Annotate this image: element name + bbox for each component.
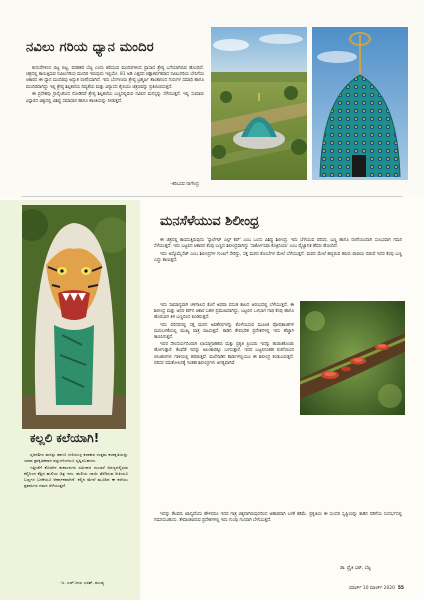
- article-title-tiger: ಕಲ್ಲಲಿ ಕಲೆಯಾಗಿ!: [30, 431, 100, 445]
- paragraph: ಈ ಚಿತ್ರದಲ್ಲಿ ಕಾಣಿಸುತ್ತಿರುವುದು 'ಸ್ಕಾರ್ಲೆಟ್ ಎಲ್ಫ್ ಕಪ್' ಎಂಬ ಒಂದು ವಿಶಿಷ್ಟ ಶಿಲೀಂಧ್ರ. ಇದು ಬೆಳೆಯುವ ಪರಿಸರ, ಬಣ್ಣ ಹಾಗೂ ರಚನೆಯಿಂದಾಗಿ ಸುಲಭವಾಗಿ ಗಮನ ಸೆಳೆಯುತ್ತದೆ. ಇದು ಬಟ್ಟಲಿನ ಆಕಾರದ ಕೆಂಪು ಬಣ್ಣದ ಶಿಲೀಂಧ್ರವಾಗಿದ್ದು 'ಸಾರ್ಕೋಸಿಫಾ ಕೊಕ್ಸಿನಿಯಾ' ಎಂಬ ವೈಜ್ಞಾನಿಕ ಹೆಸರು ಹೊಂದಿದೆ.: [154, 238, 402, 250]
- paragraph: ಇದನ್ನು ಕೆಲವರು ಖಾದ್ಯವೆಂದು ಹೇಳಿದರೂ ಇದರ ಗಾತ್ರ ಚಿಕ್ಕದಾಗಿರುವುದರಿಂದ ಆಹಾರವಾಗಿ ಬಳಕೆ ಕಡಿಮೆ. ಪ್ರಕೃತಿಯ ಈ ಸುಂದರ ಸೃಷ್ಟಿಯನ್ನು ಕಾಡಿನ ನಡಿಗೆಯ ಸಂದರ್ಭದಲ್ಲಿ ಗಮನಿಸಬಹುದು. ತೇವಾಂಶವಿರುವ ಪ್ರದೇಶಗಳಲ್ಲಿ ಇದು ಗುಂಪು ಗುಂಪಾಗಿ ಬೆಳೆಯುತ್ತದೆ.: [154, 512, 402, 524]
- paragraph: ಇದರ ಸೌಂದರ್ಯದಿಂದಾಗಿ ಛಾಯಾಗ್ರಾಹಕರು ಮತ್ತು ಪ್ರಕೃತಿ ಪ್ರಿಯರು ಇದನ್ನು ಹುಡುಕಿಕೊಂಡು ಹೋಗುತ್ತಾರೆ. ಕೆಲವೆಡೆ ಇದನ್ನು ಅಲಂಕಾರಕ್ಕೂ ಬಳಸುತ್ತಾರೆ. ಇದರ ಬಟ್ಟಲಿನಂತಹ ರಚನೆಯಿಂದ ಬೀಜಕಣಗಳು ಗಾಳಿಯಲ್ಲಿ ಹರಡುತ್ತವೆ. ಮಲೆನಾಡಿನ ಕಾಡುಗಳಲ್ಲಿಯೂ ಈ ಶಿಲೀಂಧ್ರ ಕಂಡುಬರುತ್ತದೆ. ಪರಿಸರ ಸಮತೋಲನಕ್ಕೆ ಇಂತಹ ಶಿಲೀಂಧ್ರಗಳು ಅಗತ್ಯವಾಗಿವೆ.: [154, 342, 294, 366]
- tiger-rock-sculpture-photo: [22, 205, 126, 429]
- scarlet-fungus-photo: [300, 301, 405, 415]
- article-body-fungus-closing: [154, 512, 402, 526]
- article-credit: –ಕರಿಬಸವ ನಾಗೇಂದ್ರ: [170, 182, 199, 187]
- issue-date: ಮಾರ್ಚ್ 10 ಮಾರ್ಚ್ 2020: [349, 586, 395, 591]
- article-body-peacock-temple: [26, 66, 204, 106]
- article-credit: –ಸಿ. ಎಚ್.ಜಯ ಭರತ್, ಮಂಡ್ಯ: [60, 580, 105, 585]
- article-title-peacock-temple: ನವಿಲು ಗರಿಯ ಧ್ಯಾನ ಮಂದಿರ: [26, 40, 154, 55]
- paragraph: ಇತ್ತೀಚೆಗೆ ಕೊಡಗಿನ ಕುಶಾಲನಗರ ಸಮೀಪದ ದುಬಾರೆ ಅರಣ್ಯದಲ್ಲಿರುವ ಕಲ್ಲಿನಿಂದ ಕೆತ್ತಿದ ಹುಲಿಯ ಚಿತ್ರ ಇದು. ಹುಲಿಯ ಬಾಯಿ ತೆರೆದಿರುವ ರೀತಿಯೂ ಬಣ್ಣಗಳ ಬಳಕೆಯೂ ಆಕರ್ಷಕವಾಗಿದೆ. ಕಲ್ಲಿನ ಮೇಲೆ ಮೂಡಿದ ಈ ಕಲೆಯು ಪ್ರವಾಸಿಗರ ಗಮನ ಸೆಳೆಯುತ್ತದೆ.: [24, 465, 128, 489]
- article-body-tiger: [24, 452, 128, 491]
- article-title-fungus: ಮನಸೆಳೆಯುವ ಶಿಲೀಂಧ್ರ: [160, 214, 259, 229]
- page-number: 55: [397, 586, 404, 591]
- page-footer: [349, 585, 404, 591]
- paragraph: ಸೃಜನಶೀಲ ಮನಸ್ಸು ಹಾಗೂ ಗುರಿಯುಳ್ಳ ಕಲಾಕಾರ ಉತ್ತಮ ಕಲಾಕೃತಿಯನ್ನು ಯಾವ ಪ್ರಾಕೃತಿಕವಾದ ವಸ್ತುಗಳಿಂದಲೂ ಸೃಷ್ಟಿಸಬಹುದು.: [24, 452, 128, 464]
- paragraph: ಈ ಪ್ರದೇಶವು ಗ್ರಾನೈಟಿನಿಂದ ನೋಡಿದರೆ ಶ್ರೇಷ್ಠ ಶಿಲ್ಪಕಲೆಯ ಬಣ್ಣದಲ್ಲಿರುವ ನವಿಲಿನ ಮನಸ್ಸನ್ನು ಸೆಳೆಯುತ್ತದೆ. ಇಲ್ಲಿ ಸುಮಾರು ವಿಸ್ತಾರದ ವಿಶ್ವದಲ್ಲಿ ವಿಶಿಷ್ಟ ಸಮಾಧಾನ ಹಾಗೂ ಶಾಂತಿಯನ್ನು ನೀಡುತ್ತದೆ.: [26, 92, 204, 104]
- article-credit: ಡಾ. ಪ್ರೈತಿ ಭಟ್, ಬೆಟ್ಟ: [340, 566, 371, 571]
- aerial-temple-photo: [211, 27, 307, 180]
- paragraph: ಇದು ಸಾಮಾನ್ಯವಾಗಿ ಚಳಿಗಾಲದ ಕೊನೆ ಅಥವಾ ವಸಂತ ಕಾಲದ ಆರಂಭದಲ್ಲಿ ಬೆಳೆಯುತ್ತದೆ. ಈ ಶಿಲೀಂಧ್ರ ಮತ್ತು ಅದರ ಕಪ್‌ನ ಆಕಾರ ಬಹಳ ಪ್ರಮುಖವಾಗಿದ್ದು, ಬಟ್ಟಲಿನ ಒಳಭಾಗ ಗಾಢ ಕೆಂಪು ಹಾಗೂ ಹೊರಭಾಗ ತಿಳಿ ಬಣ್ಣದಿಂದ ಕೂಡಿರುತ್ತದೆ.: [154, 303, 294, 321]
- article-body-fungus-side: [154, 303, 294, 368]
- article-body-fungus-intro: [154, 238, 402, 265]
- paragraph: ಕುದುರೆಗಳಿಂದ ಬಿಟ್ಟ ಬಿಟ್ಟ, ವರಹತರ ಬೆಟ್ಟ ಎಂದು ಕರೆಯುವ ಮಂದಿರಗಳಿಂದ ಪ್ರಾಸಾದ ಶ್ರೇಷ್ಠ ಬಗೆಯಾಗಿರುವ ಹೊಂದಿದೆ. ಚಿತ್ರದಲ್ಲಿ ಕಾಣುತ್ತಿರುವ ನವಿಲುಗರಿಯ ಮಂದಿರ ಇರುವುದು ಇಲ್ಲಿಯೇ. 81 ಅಡಿ ಎತ್ತರದ ಚಿತ್ತಾಕರ್ಷಕವಾದ ನವಿಲುಗರಿಯ ಬೇಸಿಗೆಯ ಆಕಾರದ ಈ ಧ್ಯಾನ ಮಂದಿರವು ಅದ್ಭುತ ರಚನೆಯಾಗಿದೆ. ಇದು ಬೆಂಗಳೂರು ಶ್ರೇಷ್ಠ ಬ್ರಹ್ಮರ್ಷಿ ಶಾಂತಾನಂದ ಗುರುಗಳ ಸಮಾಧಿ ಹಾಗೂ ಮಂದಿರವಾಗಿದ್ದು ಇಲ್ಲಿ ಶ್ರೇಷ್ಠ ಶಿಲ್ಪಕಲೆಯ ದಿವ್ಯತೆಯ ಮತ್ತು ವಿನ್ಯಾಸದ ಶೈಲಿಯು ಚಿತ್ರಣವನ್ನು ಪ್ರತಿಬಿಂಬಿಸುತ್ತದೆ.: [26, 66, 204, 90]
- paragraph: ಇದು ಅಸ್ಕೊಮೈಸೆಟ್ ಎಂಬ ಶಿಲೀಂಧ್ರಗಳ ಗುಂಪಿಗೆ ಸೇರಿದ್ದು, ಸತ್ತ ಮರದ ಕೊಂಬೆಗಳ ಮೇಲೆ ಬೆಳೆಯುತ್ತದೆ. ಮರದ ಮೇಲೆ ಹಬ್ಬಿರುವ ಹಸಿರು ಪಾಚಿಯ ನಡುವೆ ಇದರ ಕೆಂಪು ಬಣ್ಣ ಎದ್ದು ಕಾಣುತ್ತದೆ.: [154, 251, 402, 263]
- peacock-dome-photo: [312, 27, 408, 180]
- paragraph: ಇದು ಪರಿಸರದಲ್ಲಿ ಸತ್ತ ಮರದ ಅವಶೇಷಗಳನ್ನು ಕೊಳೆಯಿಸುವ ಮೂಲಕ ಪೋಷಕಾಂಶಗಳ ಮರುಬಳಕೆಯಲ್ಲಿ ಮುಖ್ಯ ಪಾತ್ರ ವಹಿಸುತ್ತದೆ. ಕಾಡಿನ ತೇವಭರಿತ ಪ್ರದೇಶಗಳಲ್ಲಿ ಇದು ಹೆಚ್ಚಾಗಿ ಕಾಣಸಿಗುತ್ತದೆ.: [154, 322, 294, 341]
- section-divider: [22, 196, 402, 197]
